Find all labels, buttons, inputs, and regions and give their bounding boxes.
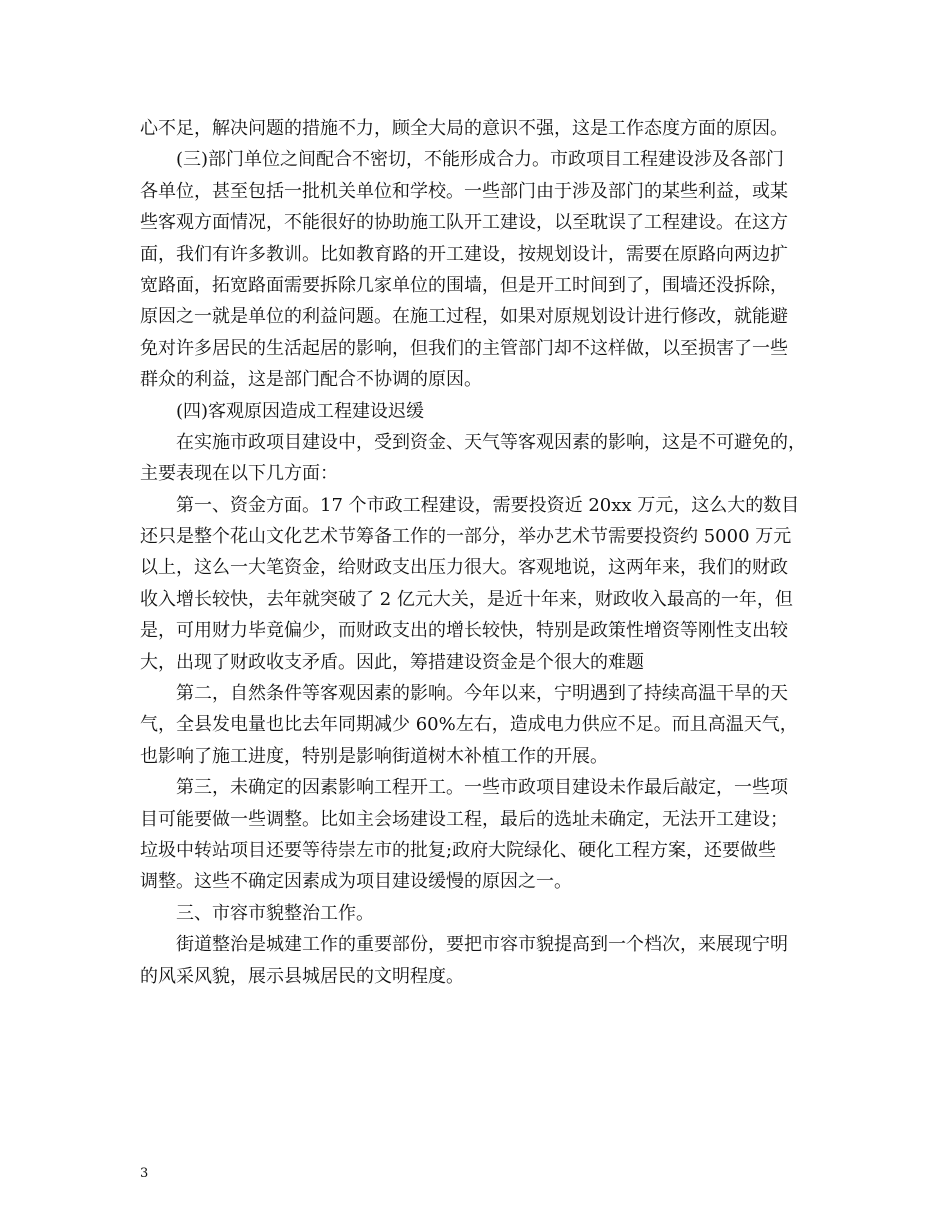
text-line: 调整。这些不确定因素成为项目建设缓慢的原因之一。: [140, 871, 572, 893]
text-line: 些客观方面情况，不能很好的协助施工队开工建设，以至耽误了工程建设。在这方: [140, 212, 788, 234]
text-line: 第三，未确定的因素影响工程开工。一些市政项目建设未作最后敲定，一些项: [176, 777, 788, 799]
text-line: 街道整治是城建工作的重要部份，要把市容市貌提高到一个档次，来展现宁明: [176, 934, 788, 956]
text-line: 还只是整个花山文化艺术节筹备工作的一部分，举办艺术节需要投资约 5000 万元: [140, 526, 792, 548]
text-line: 宽路面，拓宽路面需要拆除几家单位的围墙，但是开工时间到了，围墙还没拆除，: [140, 274, 788, 296]
text-line: 是，可用财力毕竟偏少，而财政支出的增长较快，特别是政策性增资等刚性支出较: [140, 620, 788, 642]
document-body: [140, 113, 830, 992]
text-line: 各单位，甚至包括一批机关单位和学校。一些部门由于涉及部门的某些利益，或某: [140, 180, 788, 202]
text-line: 以上，这么一大笔资金，给财政支出压力很大。客观地说，这两年来，我们的财政: [140, 557, 788, 579]
text-line: 在实施市政项目建设中，受到资金、天气等客观因素的影响，这是不可避免的，: [176, 431, 806, 453]
text-line: 大，出现了财政收支矛盾。因此，筹措建设资金是个很大的难题: [140, 651, 644, 673]
text-line: (四)客观原因造成工程建设迟缓: [176, 400, 425, 422]
text-line: 原因之一就是单位的利益问题。在施工过程，如果对原规划设计进行修改，就能避: [140, 306, 788, 328]
text-line: (三)部门单位之间配合不密切，不能形成合力。市政项目工程建设涉及各部门: [176, 149, 785, 171]
text-line: 面，我们有许多教训。比如教育路的开工建设，按规划设计，需要在原路向两边扩: [140, 243, 788, 265]
page-number: 3: [140, 1166, 149, 1181]
text-line: 主要表现在以下几方面：: [140, 463, 338, 485]
text-line: 垃圾中转站项目还要等待崇左市的批复;政府大院绿化、硬化工程方案，还要做些: [140, 839, 777, 861]
text-line: 第二，自然条件等客观因素的影响。今年以来，宁明遇到了持续高温干旱的天: [176, 683, 788, 705]
text-line: 第一、资金方面。17 个市政工程建设，需要投资近 20xx 万元，这么大的数目: [176, 494, 800, 516]
section-heading: 三、市容市貌整治工作。: [176, 902, 374, 924]
text-line: 也影响了施工进度，特别是影响街道树木补植工作的开展。: [140, 745, 608, 767]
text-line: 免对许多居民的生活起居的影响，但我们的主管部门却不这样做，以至损害了一些: [140, 337, 788, 359]
text-line: 的风采风貌，展示县城居民的文明程度。: [140, 965, 464, 987]
text-line: 群众的利益，这是部门配合不协调的原因。: [140, 369, 482, 391]
text-line: 心不足，解决问题的措施不力，顾全大局的意识不强，这是工作态度方面的原因。: [140, 118, 788, 139]
text-line: 目可能要做一些调整。比如主会场建设工程，最后的选址未确定，无法开工建设；: [140, 808, 788, 830]
text-line: 气，全县发电量也比去年同期减少 60%左右，造成电力供应不足。而且高温天气，: [140, 714, 798, 736]
text-line: 收入增长较快，去年就突破了 2 亿元大关，是近十年来，财政收入最高的一年，但: [140, 588, 793, 610]
